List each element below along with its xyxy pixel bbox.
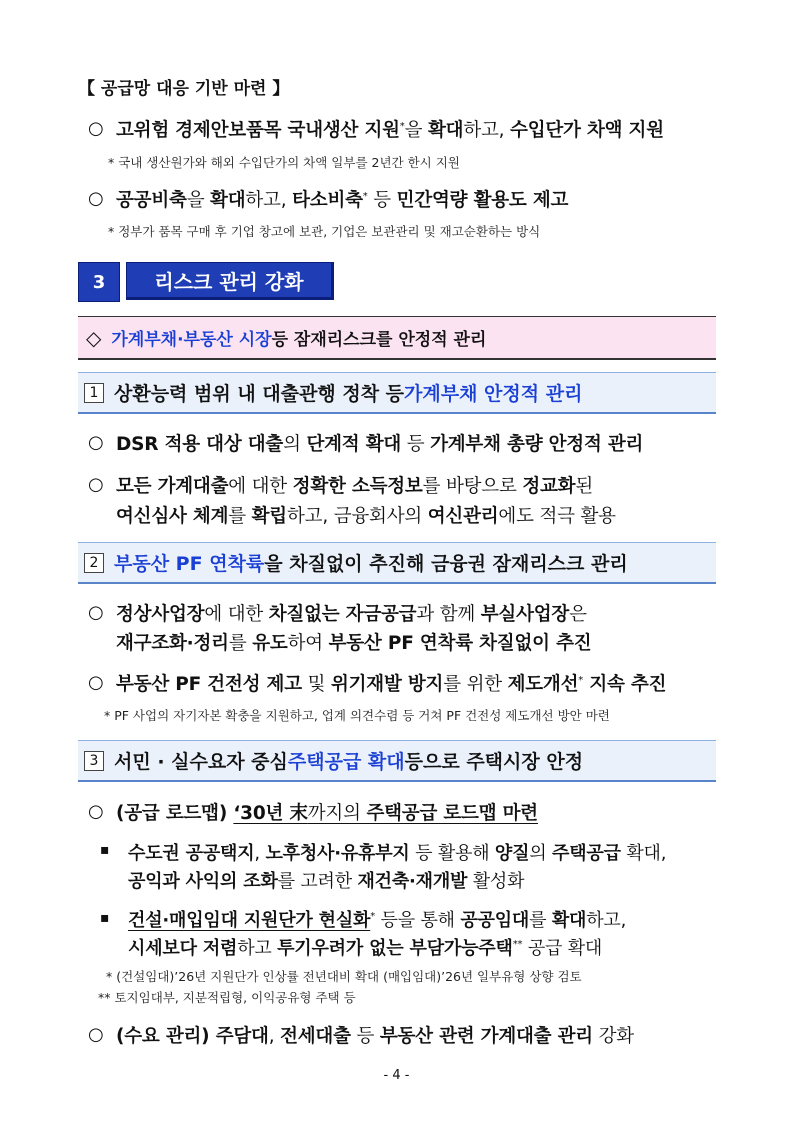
debt-item-2-line-1: 모든 가계대출에 대한 정확한 소득정보를 바탕으로 정교화된: [116, 476, 594, 497]
section-title: 리스크 관리 강화: [126, 262, 334, 300]
footnote-4: * (건설임대)’26년 지원단가 인상률 전년대비 확대 (매입임대)’26년 일부유형 상향 검토: [106, 969, 582, 984]
debt-item-1: DSR 적용 대상 대출의 단계적 확대 등 가계부채 총량 안정적 관리: [116, 434, 644, 455]
supply-item-2: 공공비축을 확대하고, 타소비축* 등 민간역량 활용도 제고: [116, 190, 569, 211]
footnote-1: * 국내 생산원가와 해외 수입단가의 차액 일부를 2년간 한시 지원: [108, 155, 460, 170]
square-bullet: ▪: [100, 910, 110, 926]
bullet-circle: ○: [88, 432, 104, 453]
section-heading: 【 공급망 대응 기반 마련 】: [78, 79, 290, 99]
bullet-circle: ○: [88, 118, 104, 139]
subsection-1-header: 1 상환능력 범위 내 대출관행 정착 등 가계부채 안정적 관리: [78, 372, 716, 414]
pf-item-2: 부동산 PF 건전성 제고 및 위기재발 방지를 위한 제도개선* 지속 추진: [116, 674, 667, 695]
section-number: 3: [78, 262, 120, 302]
summary-box: ◇ 가계부채·부동산 시장 등 잠재리스크를 안정적 관리: [78, 316, 716, 360]
square-bullet: ▪: [100, 842, 110, 858]
housing-sub-1-line-2: 공익과 사익의 조화를 고려한 재건축·재개발 활성화: [128, 871, 525, 892]
bullet-circle: ○: [88, 672, 104, 693]
bullet-circle: ○: [88, 474, 104, 495]
housing-item-1: (공급 로드맵) ‘30년 末까지의 주택공급 로드맵 마련: [116, 803, 538, 824]
bullet-circle: ○: [88, 801, 104, 822]
housing-sub-2-line-2: 시세보다 저렴하고 투기우려가 없는 부담가능주택** 공급 확대: [128, 938, 603, 959]
bullet-circle: ○: [88, 602, 104, 623]
supply-item-1: 고위험 경제안보품목 국내생산 지원*을 확대하고, 수입단가 차액 지원: [116, 120, 664, 141]
page-number: - 4 -: [383, 1068, 410, 1083]
debt-item-2-line-2: 여신심사 체계를 확립하고, 금융회사의 여신관리에도 적극 활용: [116, 506, 616, 527]
boxed-number: 2: [84, 553, 104, 573]
housing-sub-2-line-1: 건설·매입임대 지원단가 현실화* 등을 통해 공공임대를 확대하고,: [128, 910, 627, 931]
boxed-number: 1: [84, 383, 104, 403]
bullet-circle: ○: [88, 1024, 104, 1045]
subsection-2-header: 2 부동산 PF 연착륙 을 차질없이 추진해 금융권 잠재리스크 관리: [78, 542, 716, 584]
boxed-number: 3: [84, 751, 104, 771]
housing-item-2: (수요 관리) 주담대, 전세대출 등 부동산 관련 가계대출 관리 강화: [116, 1026, 634, 1047]
diamond-icon: ◇: [86, 325, 102, 350]
pf-item-1-line-2: 재구조화·정리를 유도하여 부동산 PF 연착륙 차질없이 추진: [116, 633, 592, 654]
footnote-5: ** 토지임대부, 지분적립형, 이익공유형 주택 등: [98, 990, 356, 1005]
subsection-3-header: 3 서민 · 실수요자 중심 주택공급 확대 등으로 주택시장 안정: [78, 740, 716, 782]
housing-sub-1-line-1: 수도권 공공택지, 노후청사·유휴부지 등 활용해 양질의 주택공급 확대,: [128, 843, 667, 864]
footnote-2: * 정부가 품목 구매 후 기업 창고에 보관, 기업은 보관관리 및 재고순환하는 방식: [108, 224, 541, 239]
bullet-circle: ○: [88, 188, 104, 209]
footnote-3: * PF 사업의 자기자본 확충을 지원하고, 업계 의견수렴 등 거쳐 PF 건전성 제도개선 방안 마련: [104, 708, 610, 723]
pf-item-1-line-1: 정상사업장에 대한 차질없는 자금공급과 함께 부실사업장은: [116, 604, 587, 625]
